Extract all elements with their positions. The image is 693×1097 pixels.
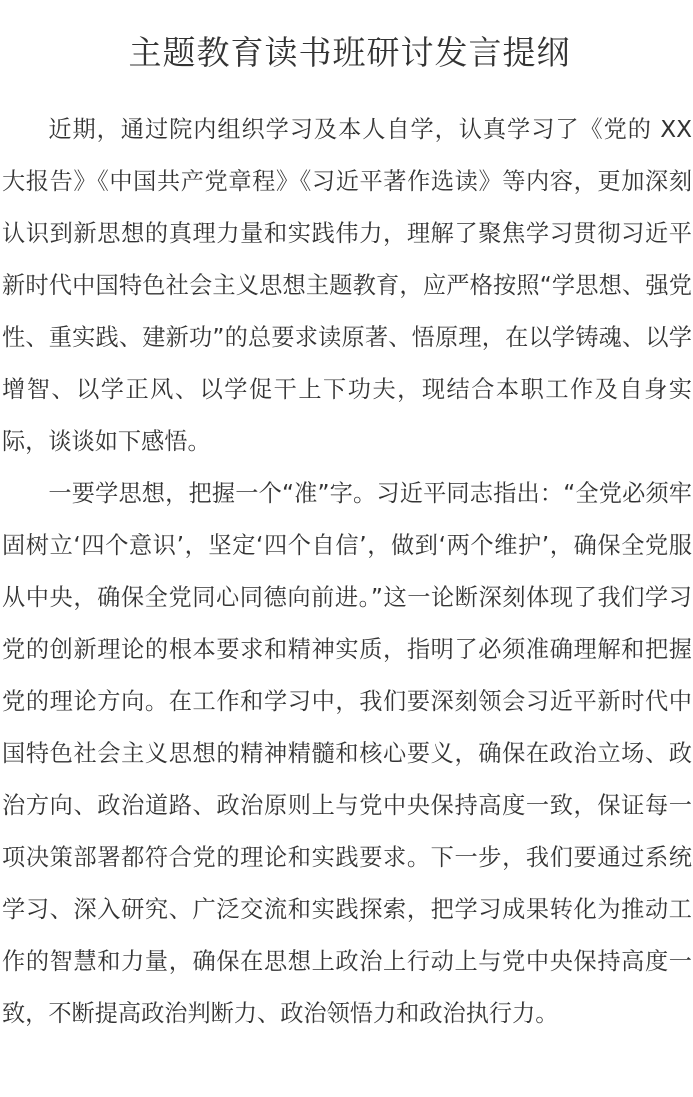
document-title: 主题教育读书班研讨发言提纲 <box>128 33 571 72</box>
paragraph-intro: 近期，通过院内组织学习及本人自学，认真学习了《党的 XX 大报告》《中国共产党章程》《习近平著作选读》等内容，更加深刻认识到新思想的真理力量和实践伟力，理解了聚焦学习贯彻习近平新时代中国特色社会主义思想主题教育，应严格按照“学思想、强党性、重实践、建新功”的总要求读原著、悟原理，在以学铸魂、以学增智、以学正风、以学促干上下功夫，现结合本职工作及自身实际，谈谈如下感悟。 <box>2 116 692 455</box>
paragraph-point-one: 一要学思想，把握一个“准”字。习近平同志指出：“全党必须牢固树立‘四个意识’，坚定‘四个自信’，做到‘两个维护’，确保全党服从中央，确保全党同心同德向前进。”这一论断深刻体现了我们学习党的创新理论的根本要求和精神实质，指明了必须准确理解和把握党的理论方向。在工作和学习中，我们要深刻领会习近平新时代中国特色社会主义思想的精神精髓和核心要义，确保在政治立场、政治方向、政治道路、政治原则上与党中央保持高度一致，保证每一项决策部署都符合党的理论和实践要求。下一步，我们要通过系统学习、深入研究、广泛交流和实践探索，把学习成果转化为推动工作的智慧和力量，确保在思想上政治上行动上与党中央保持高度一致，不断提高政治判断力、政治领悟力和政治执行力。 <box>2 480 692 1027</box>
